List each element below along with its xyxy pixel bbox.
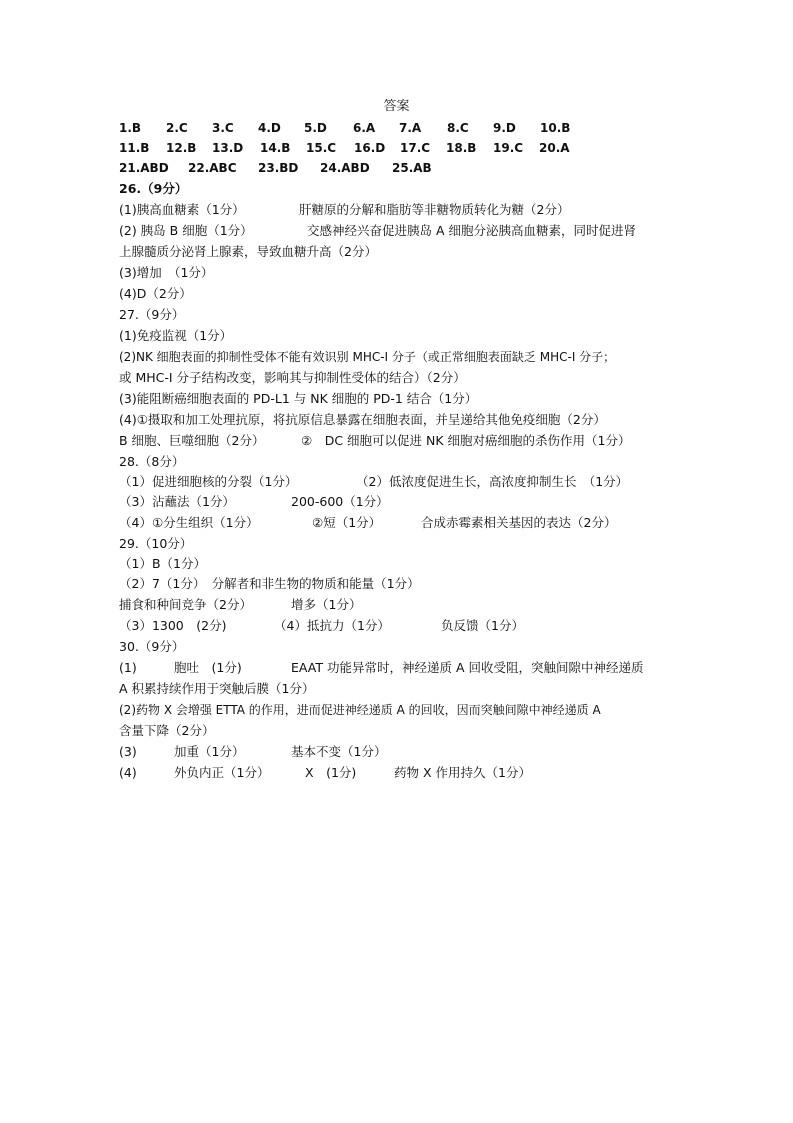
- mcq-answer: 9.D: [493, 121, 516, 135]
- q29-answer-3b: 增多（1分）: [291, 597, 362, 612]
- mcq-answer: 25.AB: [392, 161, 432, 175]
- mcq-answer: 10.B: [540, 121, 571, 135]
- q27-line-5: (4)①摄取和加工处理抗原，将抗原信息暴露在细胞表面，并呈递给其他免疫细胞（2分）: [119, 412, 606, 427]
- q27-line-4: (3)能阻断癌细胞表面的 PD-L1 与 NK 细胞的 PD-1 结合（1分）: [119, 391, 478, 406]
- q27-answer-6a: B 细胞、巨噬细胞（2分）: [119, 433, 265, 448]
- mcq-answer: 12.B: [166, 141, 197, 155]
- mcq-answer: 17.C: [400, 141, 431, 155]
- mcq-answer: 14.B: [260, 141, 291, 155]
- mcq-answer: 15.C: [306, 141, 337, 155]
- q26-answer-2b: 交感神经兴奋促进胰岛 A 细胞分泌胰高血糖素，同时促进肾: [307, 223, 636, 238]
- mcq-answer: 23.BD: [258, 161, 299, 175]
- q30-answer-5c: 基本不变（1分）: [291, 744, 387, 759]
- mcq-answer: 2.C: [166, 121, 188, 135]
- q26-line-5: (4)D（2分）: [119, 286, 192, 301]
- q28-answer-3a: （4）①分生组织（1分）: [119, 515, 259, 530]
- mcq-answer: 24.ABD: [320, 161, 370, 175]
- mcq-answer: 16.D: [354, 141, 386, 155]
- page-title: 答案: [383, 99, 410, 114]
- mcq-answer: 18.B: [446, 141, 477, 155]
- q28-header: 28.（8分）: [119, 454, 185, 469]
- q30-answer-5b: 加重（1分）: [174, 744, 245, 759]
- q29-answer-3a: 捕食和种间竞争（2分）: [119, 597, 252, 612]
- q28-answer-1b: （2）低浓度促进生长，高浓度抑制生长 （1分）: [356, 474, 629, 489]
- q30-answer-6b: 外负内正（1分）: [174, 765, 270, 780]
- q28-answer-2b: 200-600（1分）: [291, 494, 389, 509]
- q30-line-4: 含量下降（2分）: [119, 723, 215, 738]
- mcq-answer: 7.A: [399, 121, 422, 135]
- mcq-answer: 1.B: [119, 121, 142, 135]
- mcq-answer: 3.C: [212, 121, 234, 135]
- q30-header: 30.（9分）: [119, 639, 185, 654]
- q29-answer-4c: 负反馈（1分）: [441, 618, 524, 633]
- q30-answer-1c: EAAT 功能异常时，神经递质 A 回收受阻，突触间隙中神经递质: [291, 660, 644, 675]
- q27-line-3: 或 MHC-I 分子结构改变，影响其与抑制性受体的结合）（2分）: [119, 370, 466, 385]
- q26-answer-1b: 肝糖原的分解和脂肪等非糖物质转化为糖（2分）: [299, 202, 570, 217]
- q27-answer-6b: ② DC 细胞可以促进 NK 细胞对癌细胞的杀伤作用（1分）: [301, 433, 631, 448]
- mcq-answer: 4.D: [258, 121, 281, 135]
- mcq-answer: 21.ABD: [119, 161, 169, 175]
- q30-line-2: A 积累持续作用于突触后膜（1分）: [119, 681, 315, 696]
- q29-line-1: （1）B（1分）: [119, 556, 206, 571]
- q30-answer-6c: X (1分): [305, 765, 357, 780]
- mcq-answer: 11.B: [119, 141, 150, 155]
- mcq-answer: 13.D: [212, 141, 244, 155]
- q30-answer-1a: (1): [119, 660, 137, 675]
- q30-answer-1b: 胞吐 (1分): [174, 660, 242, 675]
- q27-line-1: (1)免疫监视（1分）: [119, 328, 233, 343]
- q28-answer-2a: （3）沾蘸法（1分）: [119, 494, 235, 509]
- q26-answer-2: (2) 胰岛 B 细胞（1分）: [119, 223, 253, 238]
- q28-answer-3c: 合成赤霉素相关基因的表达（2分）: [421, 515, 617, 530]
- q29-line-2: （2）7（1分） 分解者和非生物的物质和能量（1分）: [119, 576, 420, 591]
- q26-answer-1: (1)胰高血糖素（1分）: [119, 202, 245, 217]
- q30-line-3: (2)药物 X 会增强 ETTA 的作用，进而促进神经递质 A 的回收，因而突触间隙中神经递质 A: [119, 703, 601, 717]
- q28-answer-3b: ②短（1分）: [312, 515, 382, 530]
- q29-header: 29.（10分）: [119, 536, 193, 551]
- mcq-answer: 20.A: [539, 141, 570, 155]
- q29-answer-4b: （4）抵抗力（1分）: [274, 618, 390, 633]
- q26-header: 26.（9分）: [119, 181, 188, 196]
- q28-answer-1a: （1）促进细胞核的分裂（1分）: [119, 474, 298, 489]
- mcq-answer: 22.ABC: [188, 161, 237, 175]
- q26-line-3: 上腺髓质分泌肾上腺素，导致血糖升高（2分）: [119, 244, 377, 259]
- q29-answer-4a: （3）1300 (2分): [119, 618, 227, 633]
- mcq-answer: 5.D: [304, 121, 327, 135]
- mcq-answer: 8.C: [447, 121, 469, 135]
- q30-answer-6a: (4): [119, 765, 137, 780]
- mcq-answer: 6.A: [353, 121, 376, 135]
- q27-header: 27.（9分）: [119, 307, 185, 322]
- q30-answer-5a: (3): [119, 744, 137, 759]
- q27-line-2: (2)NK 细胞表面的抑制性受体不能有效识别 MHC-I 分子（或正常细胞表面缺乏 MHC-I 分子；: [119, 350, 616, 364]
- q26-line-4: (3)增加 （1分）: [119, 265, 214, 280]
- q30-answer-6d: 药物 X 作用持久（1分）: [394, 765, 531, 780]
- mcq-answer: 19.C: [493, 141, 524, 155]
